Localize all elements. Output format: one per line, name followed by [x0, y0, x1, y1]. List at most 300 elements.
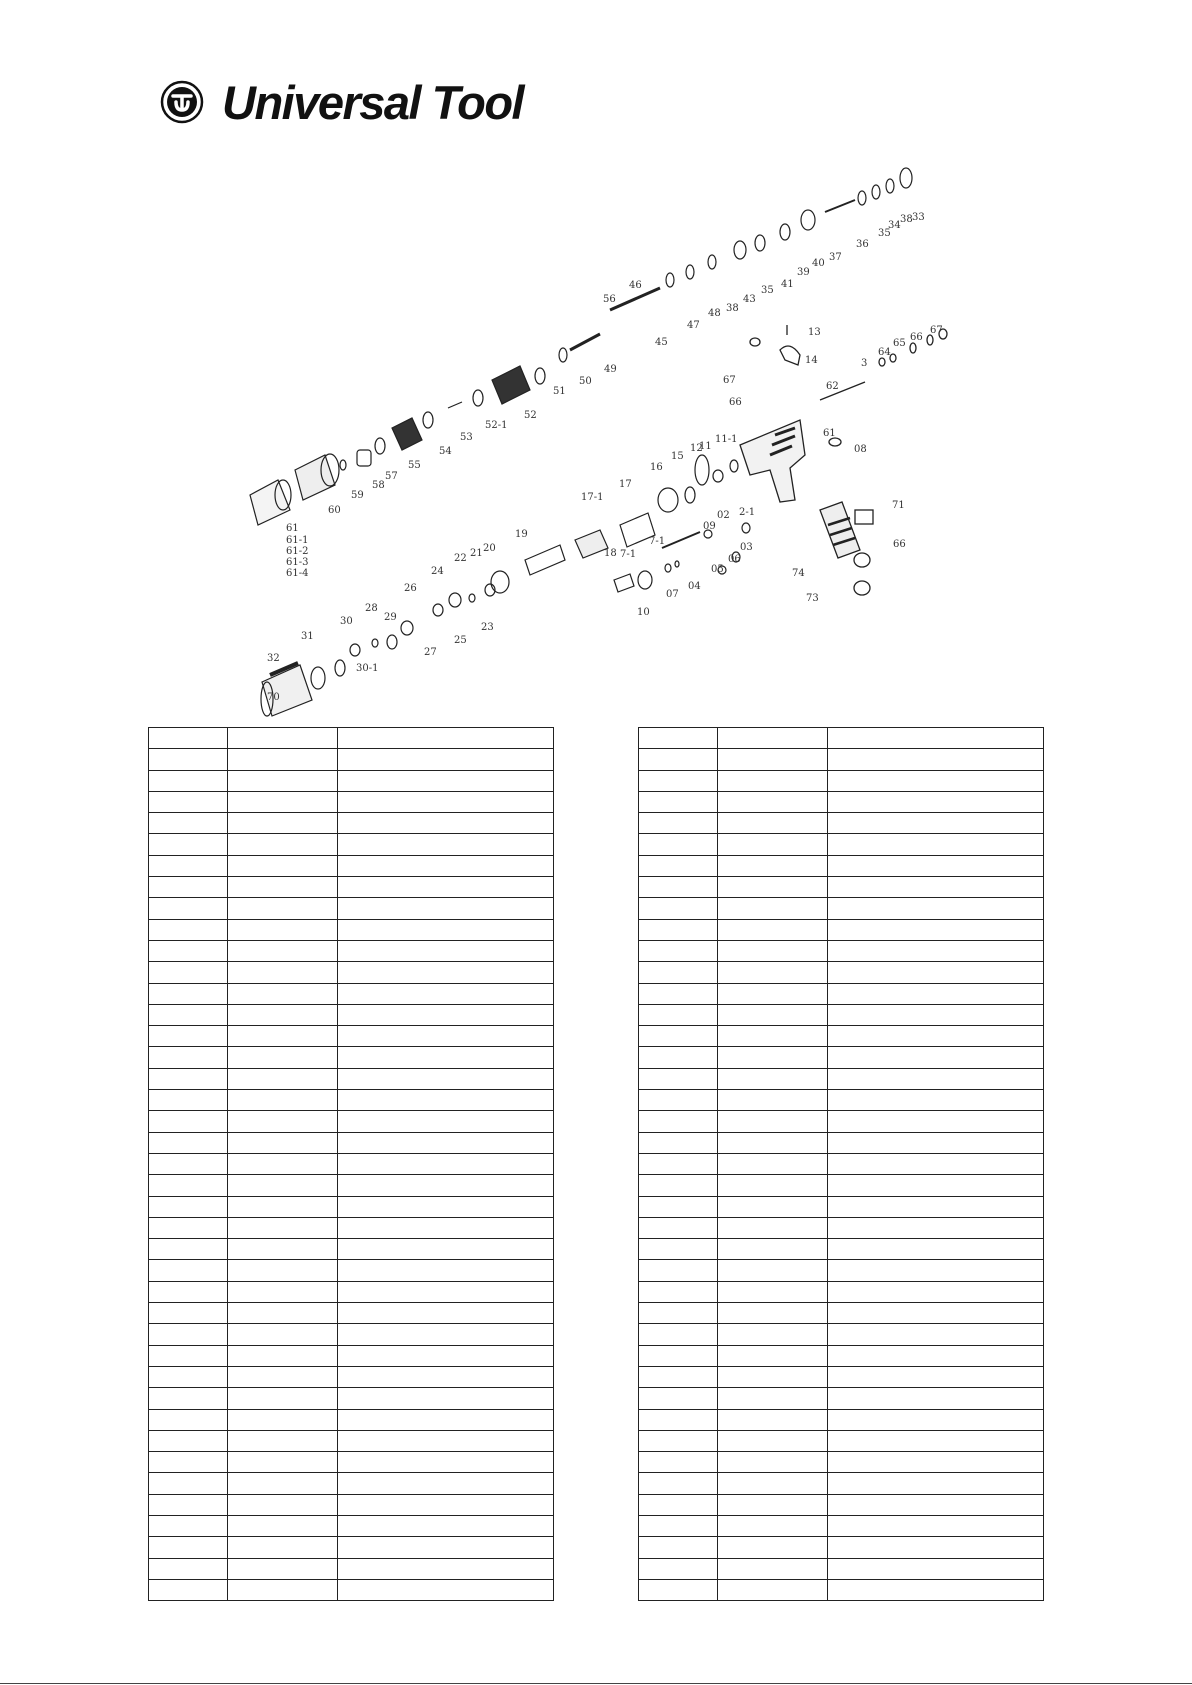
part-callout-label: 61: [286, 523, 299, 534]
table-row: [639, 1090, 1044, 1111]
part-callout-label: 35: [878, 228, 891, 239]
table-row: [639, 1558, 1044, 1579]
table-cell: [639, 1537, 718, 1558]
table-cell: [228, 1558, 338, 1579]
brand-logo: [160, 75, 524, 129]
table-row: [149, 1473, 554, 1494]
table-cell: [149, 877, 228, 898]
table-row: [639, 1388, 1044, 1409]
table-row: [639, 1239, 1044, 1260]
table-cell: [639, 1515, 718, 1536]
brand-name: Universal Tool: [222, 75, 524, 129]
table-cell: [718, 770, 828, 791]
table-cell: [828, 791, 1044, 812]
part-callout-label: 02: [717, 510, 730, 521]
table-row: [149, 1579, 554, 1600]
table-row: [639, 1430, 1044, 1451]
table-cell: [828, 1324, 1044, 1345]
table-cell: [828, 1473, 1044, 1494]
part-callout-label: 73: [806, 593, 819, 604]
part-callout-label: 23: [481, 622, 494, 633]
part-callout-label: 34: [888, 220, 901, 231]
table-cell: [338, 1579, 554, 1600]
table-cell: [639, 813, 718, 834]
table-cell: [338, 1409, 554, 1430]
part-callout-label: 60: [328, 505, 341, 516]
table-cell: [639, 749, 718, 770]
table-row: [639, 1153, 1044, 1174]
table-cell: [228, 1260, 338, 1281]
table-cell: [718, 1175, 828, 1196]
table-cell: [149, 1132, 228, 1153]
table-cell: [149, 1281, 228, 1302]
table-row: [149, 1366, 554, 1387]
table-cell: [828, 1537, 1044, 1558]
table-row: [639, 1366, 1044, 1387]
table-row: [149, 1196, 554, 1217]
part-callout-label: 71: [892, 500, 905, 511]
table-cell: [338, 1111, 554, 1132]
part-callout-label: 18: [604, 548, 617, 559]
table-cell: [639, 791, 718, 812]
table-cell: [639, 1388, 718, 1409]
table-row: [639, 1537, 1044, 1558]
table-cell: [228, 1175, 338, 1196]
part-callout-label: 52: [524, 410, 537, 421]
part-callout-label: 16: [650, 462, 663, 473]
table-cell: [338, 1537, 554, 1558]
table-cell: [149, 898, 228, 919]
table-cell: [718, 1537, 828, 1558]
part-callout-label: 51: [553, 386, 566, 397]
table-cell: [228, 749, 338, 770]
part-callout-label: 49: [604, 364, 617, 375]
table-row: [639, 1324, 1044, 1345]
table-cell: [228, 1494, 338, 1515]
table-row: [149, 749, 554, 770]
table-cell: [639, 1090, 718, 1111]
table-cell: [149, 1494, 228, 1515]
table-cell: [149, 1409, 228, 1430]
table-row: [149, 1090, 554, 1111]
table-row: [149, 962, 554, 983]
table-cell: [718, 1388, 828, 1409]
table-row: [639, 983, 1044, 1004]
table-cell: [639, 962, 718, 983]
table-cell: [828, 898, 1044, 919]
table-row: [639, 1579, 1044, 1600]
table-row: [149, 1303, 554, 1324]
part-callout-label: 58: [372, 480, 385, 491]
table-cell: [149, 1153, 228, 1174]
table-cell: [828, 1303, 1044, 1324]
table-cell: [338, 1494, 554, 1515]
part-callout-label: 61-1: [286, 535, 309, 546]
table-cell: [718, 1494, 828, 1515]
table-cell: [828, 834, 1044, 855]
table-cell: [718, 1409, 828, 1430]
table-row: [149, 1026, 554, 1047]
table-cell: [718, 1324, 828, 1345]
table-cell: [338, 728, 554, 749]
table-row: [149, 1260, 554, 1281]
part-callout-label: 30: [340, 616, 353, 627]
table-cell: [149, 855, 228, 876]
table-cell: [828, 1132, 1044, 1153]
part-callout-label: 32: [267, 653, 280, 664]
part-callout-label: 13: [808, 327, 821, 338]
table-cell: [228, 919, 338, 940]
table-cell: [828, 749, 1044, 770]
part-callout-label: 66: [910, 332, 923, 343]
table-row: [149, 770, 554, 791]
part-callout-label: 22: [454, 553, 467, 564]
table-cell: [718, 834, 828, 855]
table-cell: [828, 1558, 1044, 1579]
table-row: [149, 1047, 554, 1068]
part-callout-label: 29: [384, 612, 397, 623]
part-callout-label: 38: [900, 214, 913, 225]
table-cell: [228, 1452, 338, 1473]
table-row: [149, 1324, 554, 1345]
table-cell: [149, 1260, 228, 1281]
part-callout-label: 26: [404, 583, 417, 594]
table-cell: [828, 728, 1044, 749]
table-cell: [149, 1090, 228, 1111]
table-cell: [228, 1090, 338, 1111]
part-callout-label: 15: [671, 451, 684, 462]
table-cell: [149, 1537, 228, 1558]
table-row: [149, 728, 554, 749]
lower-assembly: [261, 455, 750, 716]
table-row: [149, 983, 554, 1004]
table-cell: [228, 1409, 338, 1430]
table-cell: [149, 1558, 228, 1579]
table-cell: [828, 1345, 1044, 1366]
table-cell: [338, 1452, 554, 1473]
table-cell: [828, 813, 1044, 834]
table-cell: [639, 940, 718, 961]
table-cell: [338, 1260, 554, 1281]
table-cell: [149, 770, 228, 791]
table-cell: [639, 898, 718, 919]
table-cell: [639, 919, 718, 940]
table-row: [149, 1068, 554, 1089]
table-cell: [828, 983, 1044, 1004]
table-cell: [639, 1175, 718, 1196]
part-callout-label: 62: [826, 381, 839, 392]
table-row: [639, 855, 1044, 876]
table-cell: [338, 1047, 554, 1068]
table-cell: [228, 1111, 338, 1132]
table-cell: [149, 1388, 228, 1409]
table-cell: [828, 962, 1044, 983]
part-callout-label: 70: [267, 692, 280, 703]
table-cell: [639, 1026, 718, 1047]
table-row: [639, 919, 1044, 940]
table-cell: [149, 728, 228, 749]
table-cell: [228, 1345, 338, 1366]
table-cell: [228, 1366, 338, 1387]
table-cell: [639, 1409, 718, 1430]
part-callout-label: 37: [829, 252, 842, 263]
part-callout-label: 17-1: [581, 492, 604, 503]
table-cell: [718, 1303, 828, 1324]
table-cell: [828, 1260, 1044, 1281]
table-row: [149, 1494, 554, 1515]
table-row: [639, 1515, 1044, 1536]
part-callout-label: 7-1: [649, 536, 666, 547]
table-cell: [718, 749, 828, 770]
table-cell: [228, 1579, 338, 1600]
part-callout-label: 11-1: [715, 434, 738, 445]
table-row: [639, 1303, 1044, 1324]
table-cell: [149, 749, 228, 770]
table-cell: [718, 962, 828, 983]
part-callout-label: 27: [424, 647, 437, 658]
table-cell: [639, 834, 718, 855]
table-row: [149, 791, 554, 812]
table-row: [149, 919, 554, 940]
table-cell: [338, 1303, 554, 1324]
table-cell: [228, 791, 338, 812]
table-row: [149, 813, 554, 834]
table-cell: [828, 1515, 1044, 1536]
table-cell: [149, 1068, 228, 1089]
table-cell: [149, 940, 228, 961]
table-cell: [228, 1473, 338, 1494]
table-cell: [639, 1494, 718, 1515]
table-cell: [149, 962, 228, 983]
table-cell: [718, 1260, 828, 1281]
table-cell: [639, 1260, 718, 1281]
part-callout-label: 39: [797, 267, 810, 278]
table-cell: [338, 1366, 554, 1387]
table-cell: [828, 1111, 1044, 1132]
table-cell: [338, 1217, 554, 1238]
part-callout-label: 67: [930, 325, 943, 336]
table-cell: [718, 728, 828, 749]
table-row: [149, 855, 554, 876]
part-callout-label: 65: [893, 338, 906, 349]
table-cell: [718, 940, 828, 961]
table-cell: [228, 1281, 338, 1302]
part-callout-label: 03: [740, 542, 753, 553]
table-cell: [718, 1452, 828, 1473]
table-row: [149, 1281, 554, 1302]
table-cell: [639, 1281, 718, 1302]
table-cell: [338, 1430, 554, 1451]
table-row: [639, 1452, 1044, 1473]
table-cell: [639, 1047, 718, 1068]
table-cell: [228, 962, 338, 983]
table-cell: [149, 1452, 228, 1473]
table-cell: [639, 1153, 718, 1174]
table-cell: [149, 1026, 228, 1047]
table-row: [149, 1409, 554, 1430]
bottom-rule: [0, 1683, 1192, 1684]
part-callout-label: 10: [637, 607, 650, 618]
table-cell: [338, 1068, 554, 1089]
table-row: [639, 1473, 1044, 1494]
table-cell: [149, 1303, 228, 1324]
table-cell: [149, 834, 228, 855]
table-row: [149, 1388, 554, 1409]
table-cell: [228, 728, 338, 749]
part-callout-label: 11: [699, 441, 712, 452]
table-cell: [639, 1111, 718, 1132]
table-cell: [228, 1324, 338, 1345]
table-cell: [338, 1558, 554, 1579]
part-callout-label: 61-4: [286, 568, 309, 579]
table-cell: [718, 1515, 828, 1536]
part-callout-label: 06: [728, 554, 741, 565]
part-callout-label: 36: [856, 239, 869, 250]
table-cell: [149, 1473, 228, 1494]
part-callout-label: 09: [703, 521, 716, 532]
part-callout-label: 50: [579, 376, 592, 387]
table-cell: [718, 1068, 828, 1089]
table-cell: [338, 1196, 554, 1217]
table-cell: [338, 1004, 554, 1025]
part-callout-label: 14: [805, 355, 818, 366]
table-cell: [228, 1537, 338, 1558]
table-cell: [718, 1473, 828, 1494]
table-row: [639, 770, 1044, 791]
table-row: [639, 1217, 1044, 1238]
table-row: [639, 834, 1044, 855]
table-cell: [718, 1196, 828, 1217]
part-callout-label: 57: [385, 471, 398, 482]
table-row: [639, 1111, 1044, 1132]
table-row: [149, 1175, 554, 1196]
table-cell: [338, 983, 554, 1004]
table-cell: [338, 1090, 554, 1111]
table-row: [639, 1281, 1044, 1302]
table-cell: [718, 1239, 828, 1260]
table-row: [149, 1004, 554, 1025]
table-row: [639, 813, 1044, 834]
part-callout-label: 59: [351, 490, 364, 501]
table-row: [149, 1111, 554, 1132]
table-cell: [639, 1345, 718, 1366]
table-row: [639, 877, 1044, 898]
table-cell: [718, 1111, 828, 1132]
part-callout-label: 3: [861, 358, 868, 369]
table-cell: [228, 1196, 338, 1217]
table-cell: [718, 1026, 828, 1047]
part-callout-label: 74: [792, 568, 805, 579]
part-callout-label: 20: [483, 543, 496, 554]
table-row: [149, 1345, 554, 1366]
table-cell: [828, 1068, 1044, 1089]
table-cell: [639, 770, 718, 791]
table-cell: [338, 1132, 554, 1153]
table-cell: [338, 1345, 554, 1366]
table-cell: [639, 1068, 718, 1089]
table-cell: [828, 1196, 1044, 1217]
table-cell: [828, 1217, 1044, 1238]
part-callout-label: 61: [823, 428, 836, 439]
table-cell: [149, 1366, 228, 1387]
table-cell: [718, 1004, 828, 1025]
table-cell: [228, 770, 338, 791]
part-callout-label: 56: [603, 294, 616, 305]
table-cell: [228, 1068, 338, 1089]
table-cell: [718, 1579, 828, 1600]
table-cell: [149, 919, 228, 940]
table-cell: [149, 1515, 228, 1536]
table-row: [639, 1026, 1044, 1047]
table-cell: [718, 1345, 828, 1366]
table-cell: [228, 834, 338, 855]
table-cell: [228, 1217, 338, 1238]
table-cell: [718, 1153, 828, 1174]
part-callout-label: 64: [878, 347, 891, 358]
table-cell: [149, 1004, 228, 1025]
table-cell: [149, 1579, 228, 1600]
table-cell: [639, 1324, 718, 1345]
table-cell: [149, 791, 228, 812]
part-callout-label: 61-3: [286, 557, 309, 568]
part-callout-label: 2-1: [739, 507, 756, 518]
table-cell: [228, 1026, 338, 1047]
table-cell: [338, 877, 554, 898]
part-callout-label: 55: [408, 460, 421, 471]
table-cell: [718, 1366, 828, 1387]
table-cell: [718, 1430, 828, 1451]
table-row: [149, 1537, 554, 1558]
part-callout-label: 21: [470, 548, 483, 559]
part-callout-label: 04: [688, 581, 701, 592]
table-cell: [718, 1132, 828, 1153]
table-cell: [828, 1026, 1044, 1047]
part-callout-label: 45: [655, 337, 668, 348]
table-cell: [149, 1345, 228, 1366]
table-cell: [828, 1409, 1044, 1430]
table-cell: [828, 1388, 1044, 1409]
table-cell: [828, 1452, 1044, 1473]
table-cell: [338, 1515, 554, 1536]
table-row: [639, 1409, 1044, 1430]
table-cell: [228, 877, 338, 898]
table-row: [149, 1239, 554, 1260]
table-cell: [228, 898, 338, 919]
part-callout-label: 66: [893, 539, 906, 550]
table-cell: [639, 1558, 718, 1579]
exploded-parts-diagram: [0, 150, 1192, 720]
table-row: [639, 1345, 1044, 1366]
part-callout-label: 67: [723, 375, 736, 386]
table-cell: [828, 877, 1044, 898]
table-cell: [828, 1004, 1044, 1025]
table-cell: [828, 1430, 1044, 1451]
table-cell: [149, 1324, 228, 1345]
table-cell: [338, 1026, 554, 1047]
table-row: [149, 1430, 554, 1451]
part-callout-label: 7-1: [620, 549, 637, 560]
part-callout-label: 19: [515, 529, 528, 540]
table-row: [639, 1047, 1044, 1068]
part-callout-label: 53: [460, 432, 473, 443]
table-cell: [828, 1175, 1044, 1196]
table-cell: [828, 1494, 1044, 1515]
table-cell: [828, 919, 1044, 940]
table-cell: [228, 1303, 338, 1324]
table-cell: [338, 813, 554, 834]
tool-body: [740, 325, 947, 595]
table-row: [639, 791, 1044, 812]
